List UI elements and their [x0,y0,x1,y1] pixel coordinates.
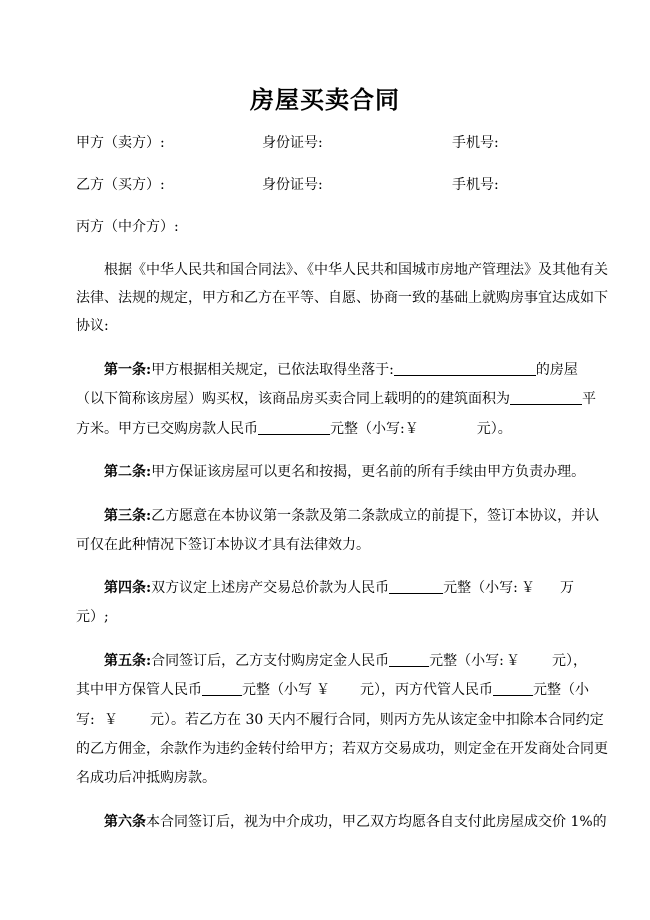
party-a-label: 甲方（卖方）: [76,135,165,151]
article-5-yen-1: ￥ [506,653,520,669]
area-blank [510,390,582,405]
article-5-text: 元整（小写: [429,653,504,669]
article-5-line-1-end: 元）， [552,653,587,669]
party-b-phone-label: 手机号: [452,177,499,193]
party-a-id-label: 身份证号: [262,135,323,151]
article-5-text: 元整（小 [533,682,589,698]
article-6-heading: 第六条 [104,814,146,830]
article-2-text: 甲方保证该房屋可以更名和按揭，更名前的所有手续由甲方负责办理。 [151,464,586,480]
article-1-text: 平 [582,391,596,407]
article-1-text: 的房屋 [535,362,578,378]
party-a-phone-label: 手机号: [452,135,499,151]
article-5-line-3-start: 写: [76,712,95,728]
document-title: 房屋买卖合同 [250,85,400,114]
party-b-label: 乙方（买方）: [76,177,165,193]
party-b-id-label: 身份证号: [262,177,323,193]
article-1-text: 元整（小写:￥ [330,421,419,437]
article-5-line-4: 的乙方佣金，余款作为违约金转付给甲方；若双方交易成功，则定金在开发商处合同更 [76,741,608,757]
article-6-text: 本合同签订后，视为中介成功，甲乙双方均愿各自支付此房屋成交价 1%的 [146,814,607,830]
deposit-blank [389,652,429,667]
article-4-wan: 万 [560,580,574,596]
intro-line-3: 协议: [76,318,109,334]
article-1-text: （以下简称该房屋）购买权，该商品房买卖合同上载明的的建筑面积为 [76,391,510,407]
article-4-text: 双方议定上述房产交易总价款为人民币 [151,580,390,596]
article-5-line-2-mid [360,680,589,700]
article-1-text: 方米。甲方已交购房款人民币 [76,421,258,437]
article-5-text: 合同签订后，乙方支付购房定金人民币 [151,653,390,669]
article-6-line-1 [104,812,607,832]
party-c-label: 丙方（中介方）: [76,219,179,235]
article-3-line-2: 可仅在此种情况下签订本协议才具有法律效力。 [76,537,370,553]
article-4-line-2: 元）; [76,609,109,625]
article-1-text: 甲方根据相关规定，已依法取得坐落于: [151,362,394,378]
article-5-line-5: 名成功后冲抵购房款。 [76,770,216,786]
article-4-line-1 [104,578,518,598]
intro-line-1: 根据《中华人民共和国合同法》、《中华人民共和国城市房地产管理法》及其他有关 [104,262,608,278]
article-4-heading: 第四条: [104,580,152,596]
article-4-text: 元整（小写: [443,580,518,596]
article-3-text: 乙方愿意在本协议第一条款及第二条款成立的前提下，签订本协议，并认 [151,508,600,524]
article-5-yen-3: ￥ [104,712,118,728]
article-5-yen-2: ￥ [316,682,330,698]
address-blank [394,361,536,376]
total-price-blank [389,579,443,594]
paid-amount-blank [258,420,330,435]
article-1-heading: 第一条: [104,362,152,378]
article-5-heading: 第五条: [104,653,152,669]
party-a-hold-blank [202,681,242,696]
article-5-line-1 [104,651,504,671]
article-1-line-1 [104,360,578,380]
intro-line-2: 法律、法规的规定，甲方和乙方在平等、自愿、协商一致的基础上就购房事宜达成如下 [76,290,608,306]
article-5-line-3: 元）。若乙方在 30 天内不履行合同，则丙方先从该定金中扣除本合同约定 [150,712,604,728]
article-3-line-1 [104,506,599,526]
article-1-line-3 [76,419,512,439]
article-5-text: 其中甲方保管人民币 [76,682,202,698]
article-5-text: 元），丙方代管人民币 [360,682,493,698]
party-c-hold-blank [493,681,533,696]
article-5-line-2 [76,680,312,700]
article-3-heading: 第三条: [104,508,152,524]
article-1-text: 元）。 [476,421,512,437]
article-1-line-2 [76,389,596,409]
article-5-text: 元整（小写 [242,682,312,698]
article-2-line-1 [104,462,585,482]
article-4-yen: ￥ [521,580,535,596]
article-2-heading: 第二条: [104,464,152,480]
